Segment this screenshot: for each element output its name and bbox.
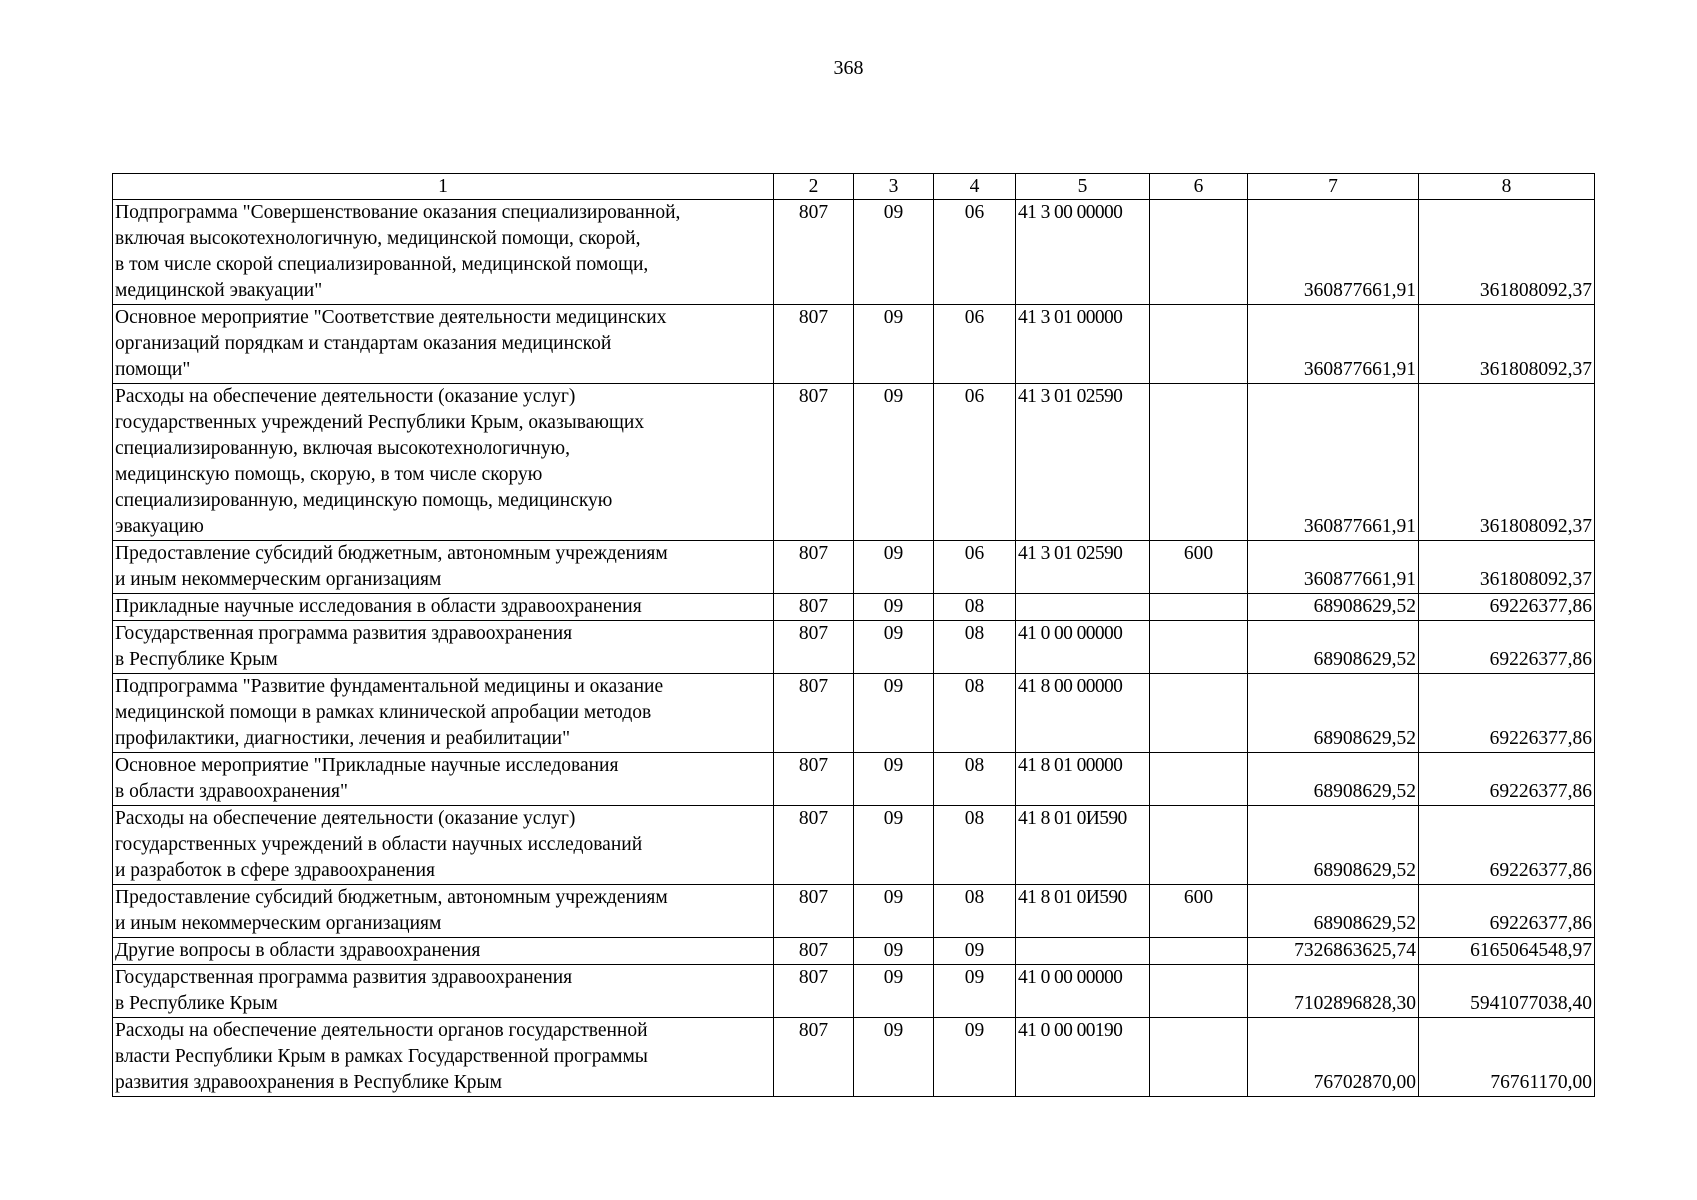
- cell-expense-type: [1150, 384, 1248, 541]
- cell-ministry-code: 807: [774, 965, 854, 1018]
- row-description: Предоставление субсидий бюджетным, автономным учреждениям и иным некоммерческим организациям: [113, 885, 774, 938]
- cell-expense-type: [1150, 1018, 1248, 1097]
- row-description: Основное мероприятие "Соответствие деятельности медицинских организаций порядкам и стандартам оказания медицинской помощи": [113, 305, 774, 384]
- cell-amount-year-2: 69226377,86: [1419, 753, 1595, 806]
- budget-table: [112, 173, 1595, 1097]
- cell-ministry-code: 807: [774, 594, 854, 621]
- cell-subsection: 09: [934, 1018, 1016, 1097]
- row-description: Другие вопросы в области здравоохранения: [113, 938, 774, 965]
- cell-target-code: [1016, 594, 1150, 621]
- cell-amount-year-2: 5941077038,40: [1419, 965, 1595, 1018]
- cell-ministry-code: 807: [774, 674, 854, 753]
- cell-section: 09: [854, 753, 934, 806]
- cell-amount-year-2: 69226377,86: [1419, 885, 1595, 938]
- cell-expense-type: [1150, 938, 1248, 965]
- cell-section: 09: [854, 938, 934, 965]
- cell-target-code: 41 3 01 00000: [1016, 305, 1150, 384]
- page-number: 368: [833, 57, 864, 79]
- cell-amount-year-1: 360877661,91: [1248, 384, 1419, 541]
- cell-amount-year-2: 69226377,86: [1419, 806, 1595, 885]
- cell-expense-type: [1150, 594, 1248, 621]
- cell-ministry-code: 807: [774, 541, 854, 594]
- header-cell-5: 5: [1016, 174, 1150, 200]
- cell-target-code: 41 3 01 02590: [1016, 384, 1150, 541]
- cell-section: 09: [854, 885, 934, 938]
- cell-expense-type: [1150, 753, 1248, 806]
- cell-amount-year-2: 69226377,86: [1419, 674, 1595, 753]
- cell-target-code: 41 3 01 02590: [1016, 541, 1150, 594]
- cell-amount-year-2: 361808092,37: [1419, 541, 1595, 594]
- table-row: [113, 621, 1595, 674]
- row-description: Основное мероприятие "Прикладные научные исследования в области здравоохранения": [113, 753, 774, 806]
- cell-ministry-code: 807: [774, 1018, 854, 1097]
- cell-amount-year-1: 7326863625,74: [1248, 938, 1419, 965]
- cell-ministry-code: 807: [774, 384, 854, 541]
- cell-subsection: 08: [934, 674, 1016, 753]
- cell-section: 09: [854, 1018, 934, 1097]
- row-description: Подпрограмма "Совершенствование оказания специализированной, включая высокотехнологичную, медицинской помощи, скорой, в том числе скорой специализированной, медицинской помощи, медицинской эвакуации": [113, 200, 774, 305]
- cell-subsection: 08: [934, 885, 1016, 938]
- cell-target-code: 41 8 01 0И590: [1016, 806, 1150, 885]
- table-row: [113, 594, 1595, 621]
- table-row: [113, 200, 1595, 305]
- cell-ministry-code: 807: [774, 885, 854, 938]
- cell-target-code: 41 0 00 00000: [1016, 621, 1150, 674]
- cell-target-code: 41 8 01 0И590: [1016, 885, 1150, 938]
- row-description: Прикладные научные исследования в области здравоохранения: [113, 594, 774, 621]
- cell-section: 09: [854, 305, 934, 384]
- cell-section: 09: [854, 965, 934, 1018]
- cell-ministry-code: 807: [774, 938, 854, 965]
- table-body: [113, 174, 1595, 1097]
- header-cell-1: 1: [113, 174, 774, 200]
- cell-amount-year-1: 68908629,52: [1248, 753, 1419, 806]
- row-description: Государственная программа развития здравоохранения в Республике Крым: [113, 965, 774, 1018]
- cell-expense-type: [1150, 621, 1248, 674]
- cell-target-code: 41 8 01 00000: [1016, 753, 1150, 806]
- row-description: Государственная программа развития здравоохранения в Республике Крым: [113, 621, 774, 674]
- row-description: Подпрограмма "Развитие фундаментальной медицины и оказание медицинской помощи в рамках клинической апробации методов профилактики, диагностики, лечения и реабилитации": [113, 674, 774, 753]
- cell-amount-year-1: 68908629,52: [1248, 594, 1419, 621]
- cell-target-code: [1016, 938, 1150, 965]
- cell-amount-year-1: 360877661,91: [1248, 200, 1419, 305]
- table-row: [113, 305, 1595, 384]
- table-row: [113, 938, 1595, 965]
- row-description: Расходы на обеспечение деятельности (оказание услуг) государственных учреждений в области научных исследований и разработок в сфере здравоохранения: [113, 806, 774, 885]
- cell-amount-year-1: 68908629,52: [1248, 674, 1419, 753]
- cell-section: 09: [854, 384, 934, 541]
- cell-ministry-code: 807: [774, 305, 854, 384]
- header-cell-3: 3: [854, 174, 934, 200]
- cell-section: 09: [854, 200, 934, 305]
- cell-amount-year-2: 76761170,00: [1419, 1018, 1595, 1097]
- cell-amount-year-1: 76702870,00: [1248, 1018, 1419, 1097]
- cell-section: 09: [854, 674, 934, 753]
- cell-ministry-code: 807: [774, 621, 854, 674]
- table-row: [113, 753, 1595, 806]
- cell-expense-type: 600: [1150, 541, 1248, 594]
- cell-expense-type: [1150, 305, 1248, 384]
- cell-amount-year-2: 69226377,86: [1419, 594, 1595, 621]
- header-cell-2: 2: [774, 174, 854, 200]
- header-cell-6: 6: [1150, 174, 1248, 200]
- table-row: [113, 541, 1595, 594]
- header-cell-8: 8: [1419, 174, 1595, 200]
- header-cell-4: 4: [934, 174, 1016, 200]
- cell-expense-type: [1150, 200, 1248, 305]
- cell-amount-year-1: 360877661,91: [1248, 541, 1419, 594]
- header-row: [113, 174, 1595, 200]
- cell-amount-year-2: 361808092,37: [1419, 305, 1595, 384]
- cell-ministry-code: 807: [774, 753, 854, 806]
- cell-amount-year-2: 69226377,86: [1419, 621, 1595, 674]
- table-row: [113, 674, 1595, 753]
- table-row: [113, 885, 1595, 938]
- cell-section: 09: [854, 541, 934, 594]
- cell-target-code: 41 0 00 00000: [1016, 965, 1150, 1018]
- cell-expense-type: [1150, 965, 1248, 1018]
- table-row: [113, 384, 1595, 541]
- cell-amount-year-1: 68908629,52: [1248, 621, 1419, 674]
- cell-expense-type: 600: [1150, 885, 1248, 938]
- cell-section: 09: [854, 594, 934, 621]
- cell-subsection: 06: [934, 305, 1016, 384]
- cell-subsection: 08: [934, 621, 1016, 674]
- table-row: [113, 806, 1595, 885]
- table-row: [113, 965, 1595, 1018]
- cell-amount-year-1: 360877661,91: [1248, 305, 1419, 384]
- cell-subsection: 06: [934, 384, 1016, 541]
- cell-expense-type: [1150, 674, 1248, 753]
- cell-amount-year-1: 68908629,52: [1248, 885, 1419, 938]
- cell-amount-year-1: 68908629,52: [1248, 806, 1419, 885]
- cell-subsection: 09: [934, 965, 1016, 1018]
- cell-subsection: 09: [934, 938, 1016, 965]
- cell-target-code: 41 8 00 00000: [1016, 674, 1150, 753]
- row-description: Расходы на обеспечение деятельности органов государственной власти Республики Крым в рамках Государственной программы развития здравоохранения в Республике Крым: [113, 1018, 774, 1097]
- cell-section: 09: [854, 806, 934, 885]
- cell-amount-year-1: 7102896828,30: [1248, 965, 1419, 1018]
- cell-subsection: 08: [934, 806, 1016, 885]
- cell-target-code: 41 3 00 00000: [1016, 200, 1150, 305]
- header-cell-7: 7: [1248, 174, 1419, 200]
- row-description: Расходы на обеспечение деятельности (оказание услуг) государственных учреждений Республики Крым, оказывающих специализированную, включая высокотехнологичную, медицинскую помощь, скорую, в том числе скорую специализированную, медицинскую помощь, медицинскую эвакуацию: [113, 384, 774, 541]
- cell-amount-year-2: 361808092,37: [1419, 384, 1595, 541]
- cell-section: 09: [854, 621, 934, 674]
- row-description: Предоставление субсидий бюджетным, автономным учреждениям и иным некоммерческим организациям: [113, 541, 774, 594]
- cell-target-code: 41 0 00 00190: [1016, 1018, 1150, 1097]
- cell-amount-year-2: 6165064548,97: [1419, 938, 1595, 965]
- cell-subsection: 06: [934, 200, 1016, 305]
- cell-subsection: 08: [934, 594, 1016, 621]
- table-row: [113, 1018, 1595, 1097]
- cell-amount-year-2: 361808092,37: [1419, 200, 1595, 305]
- cell-ministry-code: 807: [774, 806, 854, 885]
- cell-ministry-code: 807: [774, 200, 854, 305]
- cell-subsection: 06: [934, 541, 1016, 594]
- cell-subsection: 08: [934, 753, 1016, 806]
- cell-expense-type: [1150, 806, 1248, 885]
